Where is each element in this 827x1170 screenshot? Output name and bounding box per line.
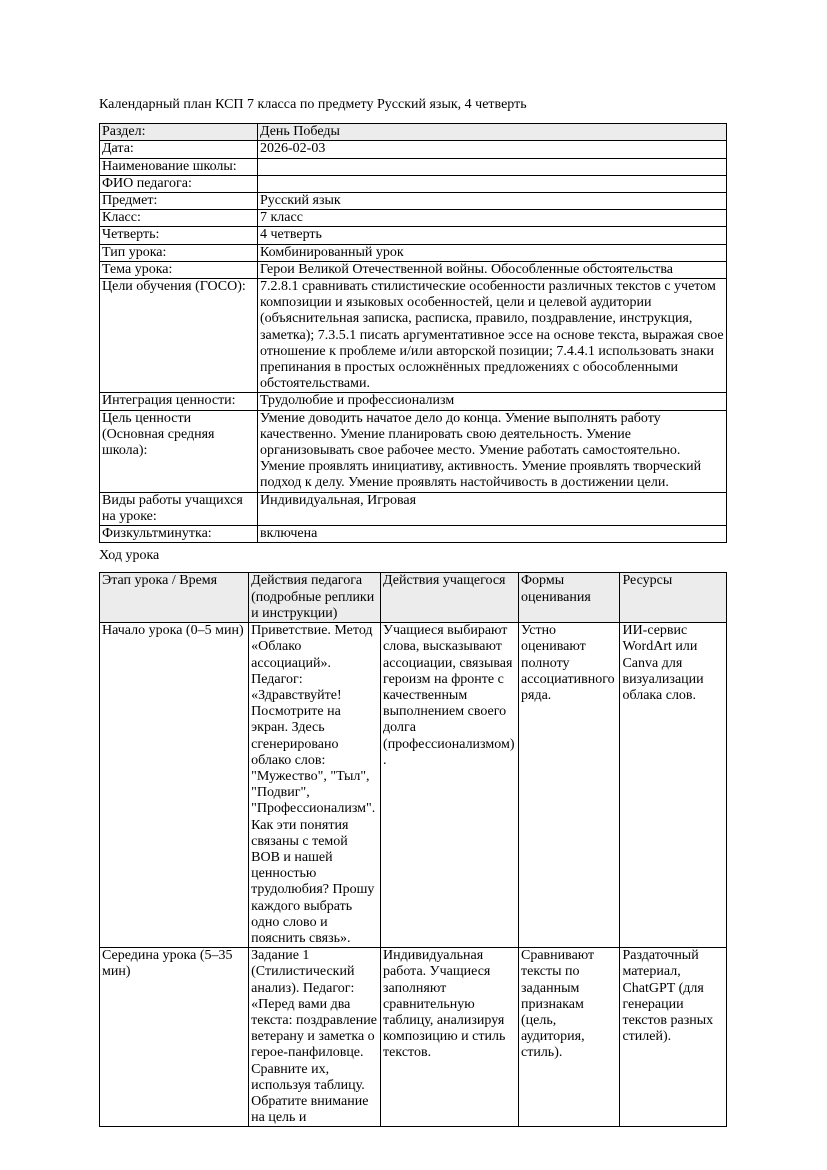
info-label: Цели обучения (ГОСО): [100, 279, 258, 393]
section-heading: Ход урока [99, 548, 160, 564]
info-value: Русский язык [258, 193, 727, 210]
info-value: День Победы [258, 124, 727, 141]
page-title: Календарный план КСП 7 класса по предмету Русский язык, 4 четверть [99, 97, 527, 112]
document-page [99, 97, 727, 1127]
info-row [100, 244, 727, 261]
lesson-teacher-cell: Приветствие. Метод «Облако ассоциаций». Педагог: «Здравствуйте! Посмотрите на экран. Здесь сгенерировано облако слов: "Мужество", "Тыл", "Подвиг", "Профессионализм". Как эти понятия связаны с темой ВОВ и нашей ценностью трудолюбия? Прошу каждого выбрать одно слово и пояснить связь». [249, 623, 381, 948]
info-row [100, 141, 727, 158]
lesson-student-cell: Учащиеся выбирают слова, высказывают ассоциации, связывая героизм на фронте с качественным выполнением своего долга (профессионализмом). [381, 623, 519, 948]
info-table [99, 123, 727, 543]
lesson-header-stage: Этап урока / Время [100, 573, 249, 623]
info-row [100, 526, 727, 543]
lesson-header-assessment: Формы оценивания [519, 573, 620, 623]
info-row [100, 124, 727, 141]
info-row [100, 227, 727, 244]
info-value [258, 175, 727, 192]
info-label: ФИО педагога: [100, 175, 258, 192]
info-value: Комбинированный урок [258, 244, 727, 261]
info-value: Умение доводить начатое дело до конца. Умение выполнять работу качественно. Умение планировать свою деятельность. Умение организовывать свое рабочее место. Умение работать самостоятельно. Умение проявлять инициативу, активность. Умение проявлять творческий подход к делу. Умение проявлять настойчивость в достижении цели. [258, 410, 727, 492]
info-label: Интеграция ценности: [100, 393, 258, 410]
lesson-header-student: Действия учащегося [381, 573, 519, 623]
info-value: 2026-02-03 [258, 141, 727, 158]
lesson-row [100, 948, 727, 1127]
info-label: Наименование школы: [100, 158, 258, 175]
lesson-resources-cell: Раздаточный материал, ChatGPT (для генерации текстов разных стилей). [620, 948, 727, 1127]
info-label: Предмет: [100, 193, 258, 210]
info-value [258, 158, 727, 175]
info-label: Тема урока: [100, 261, 258, 278]
lesson-resources-cell: ИИ-сервис WordArt или Canva для визуализации облака слов. [620, 623, 727, 948]
lesson-assessment-cell: Сравнивают тексты по заданным признакам (цель, аудитория, стиль). [519, 948, 620, 1127]
lesson-row [100, 623, 727, 948]
info-label: Тип урока: [100, 244, 258, 261]
info-value: 4 четверть [258, 227, 727, 244]
info-label: Физкультминутка: [100, 526, 258, 543]
info-label: Виды работы учащихся на уроке: [100, 492, 258, 525]
info-value: Индивидуальная, Игровая [258, 492, 727, 525]
info-value: Трудолюбие и профессионализм [258, 393, 727, 410]
info-label: Дата: [100, 141, 258, 158]
info-value: 7.2.8.1 сравнивать стилистические особенности различных текстов с учетом композиции и языковых особенностей, цели и целевой аудитории (объяснительная записка, расписка, правило, поздравление, инструкция, заметка); 7.3.5.1 писать аргументативное эссе на основе текста, выражая свое отношение к проблеме и/или авторской позиции; 7.4.4.1 использовать знаки препинания в простых осложнённых предложениях с обособленными обстоятельствами. [258, 279, 727, 393]
lesson-student-cell: Индивидуальная работа. Учащиеся заполняют сравнительную таблицу, анализируя композицию и стиль текстов. [381, 948, 519, 1127]
info-label: Цель ценности (Основная средняя школа): [100, 410, 258, 492]
info-value: включена [258, 526, 727, 543]
lesson-header-teacher: Действия педагога (подробные реплики и инструкции) [249, 573, 381, 623]
info-row [100, 193, 727, 210]
info-row [100, 261, 727, 278]
info-row [100, 158, 727, 175]
info-row [100, 393, 727, 410]
info-value: 7 класс [258, 210, 727, 227]
lesson-stage-cell: Начало урока (0–5 мин) [100, 623, 249, 948]
lesson-assessment-cell: Устно оценивают полноту ассоциативного ряда. [519, 623, 620, 948]
info-value: Герои Великой Отечественной войны. Обособленные обстоятельства [258, 261, 727, 278]
info-label: Класс: [100, 210, 258, 227]
lesson-teacher-cell: Задание 1 (Стилистический анализ). Педагог: «Перед вами два текста: поздравление ветерану и заметка о герое-панфиловце. Сравните их, используя таблицу. Обратите внимание на цель и [249, 948, 381, 1127]
lesson-header-resources: Ресурсы [620, 573, 727, 623]
info-row [100, 492, 727, 525]
info-row [100, 210, 727, 227]
info-label: Четверть: [100, 227, 258, 244]
info-row [100, 175, 727, 192]
lesson-header-row [100, 573, 727, 623]
lesson-stage-cell: Середина урока (5–35 мин) [100, 948, 249, 1127]
info-row [100, 279, 727, 393]
info-label: Раздел: [100, 124, 258, 141]
lesson-table [99, 572, 727, 1127]
info-row [100, 410, 727, 492]
